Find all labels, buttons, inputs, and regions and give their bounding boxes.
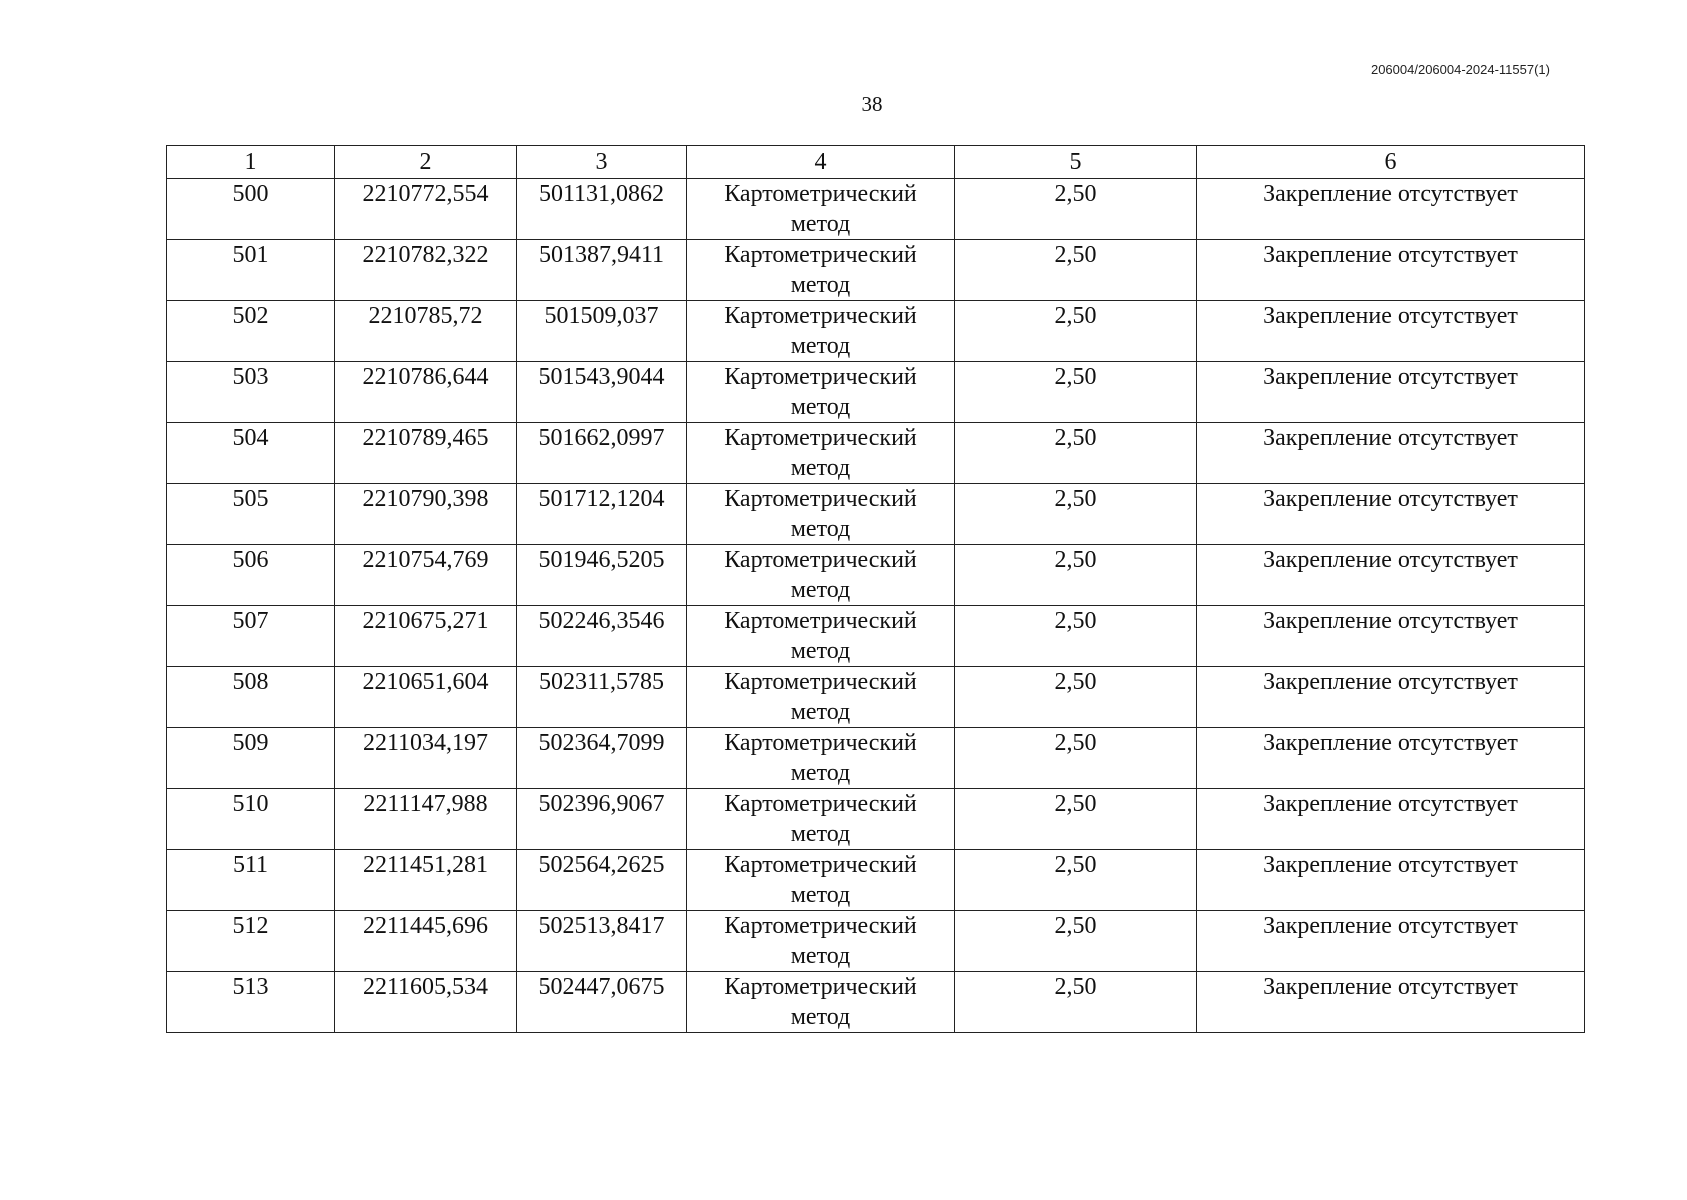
determination-method bbox=[687, 362, 955, 423]
fixing-description: Закрепление отсутствует bbox=[1197, 911, 1585, 972]
method-line-2: метод bbox=[790, 516, 851, 542]
method-line-1: Картометрический bbox=[724, 547, 917, 573]
method-line-2: метод bbox=[790, 577, 851, 603]
method-line-1: Картометрический bbox=[724, 669, 917, 695]
fixing-description: Закрепление отсутствует bbox=[1197, 667, 1585, 728]
method-line-2: метод bbox=[790, 882, 851, 908]
fixing-description: Закрепление отсутствует bbox=[1197, 972, 1585, 1033]
table-row bbox=[167, 484, 1585, 545]
point-number: 501 bbox=[167, 240, 335, 301]
method-line-1: Картометрический bbox=[724, 242, 917, 268]
accuracy-value: 2,50 bbox=[955, 362, 1197, 423]
determination-method bbox=[687, 972, 955, 1033]
fixing-description: Закрепление отсутствует bbox=[1197, 301, 1585, 362]
coordinate-x: 2210782,322 bbox=[335, 240, 517, 301]
table-header-row bbox=[167, 146, 1585, 179]
fixing-description: Закрепление отсутствует bbox=[1197, 850, 1585, 911]
page-number: 38 bbox=[861, 92, 883, 116]
determination-method bbox=[687, 423, 955, 484]
point-number: 503 bbox=[167, 362, 335, 423]
column-header: 2 bbox=[335, 146, 517, 179]
method-line-2: метод bbox=[790, 943, 851, 969]
determination-method bbox=[687, 789, 955, 850]
coordinate-y: 501946,5205 bbox=[517, 545, 687, 606]
coordinate-y: 501662,0997 bbox=[517, 423, 687, 484]
accuracy-value: 2,50 bbox=[955, 667, 1197, 728]
accuracy-value: 2,50 bbox=[955, 972, 1197, 1033]
method-line-2: метод bbox=[790, 394, 851, 420]
fixing-description: Закрепление отсутствует bbox=[1197, 606, 1585, 667]
point-number: 505 bbox=[167, 484, 335, 545]
point-number: 511 bbox=[167, 850, 335, 911]
point-number: 513 bbox=[167, 972, 335, 1033]
method-line-2: метод bbox=[790, 821, 851, 847]
accuracy-value: 2,50 bbox=[955, 606, 1197, 667]
coordinate-x: 2210754,769 bbox=[335, 545, 517, 606]
method-line-1: Картометрический bbox=[724, 486, 917, 512]
point-number: 506 bbox=[167, 545, 335, 606]
table-row bbox=[167, 728, 1585, 789]
point-number: 500 bbox=[167, 179, 335, 240]
coordinate-y: 501712,1204 bbox=[517, 484, 687, 545]
coordinate-x: 2211445,696 bbox=[335, 911, 517, 972]
coordinate-y: 502246,3546 bbox=[517, 606, 687, 667]
coordinate-y: 502364,7099 bbox=[517, 728, 687, 789]
point-number: 502 bbox=[167, 301, 335, 362]
coordinate-x: 2210651,604 bbox=[335, 667, 517, 728]
point-number: 508 bbox=[167, 667, 335, 728]
method-line-2: метод bbox=[790, 211, 851, 237]
coordinates-table bbox=[166, 145, 1585, 1033]
determination-method bbox=[687, 179, 955, 240]
coordinate-y: 502447,0675 bbox=[517, 972, 687, 1033]
table-row bbox=[167, 423, 1585, 484]
method-line-1: Картометрический bbox=[724, 425, 917, 451]
method-line-1: Картометрический bbox=[724, 181, 917, 207]
point-number: 504 bbox=[167, 423, 335, 484]
method-line-1: Картометрический bbox=[724, 852, 917, 878]
accuracy-value: 2,50 bbox=[955, 423, 1197, 484]
accuracy-value: 2,50 bbox=[955, 911, 1197, 972]
accuracy-value: 2,50 bbox=[955, 301, 1197, 362]
coordinate-x: 2210786,644 bbox=[335, 362, 517, 423]
point-number: 509 bbox=[167, 728, 335, 789]
coordinate-y: 502513,8417 bbox=[517, 911, 687, 972]
method-line-1: Картометрический bbox=[724, 913, 917, 939]
point-number: 512 bbox=[167, 911, 335, 972]
table-row bbox=[167, 850, 1585, 911]
column-header: 6 bbox=[1197, 146, 1585, 179]
column-header: 1 bbox=[167, 146, 335, 179]
fixing-description: Закрепление отсутствует bbox=[1197, 728, 1585, 789]
coordinate-y: 502396,9067 bbox=[517, 789, 687, 850]
method-line-1: Картометрический bbox=[724, 791, 917, 817]
coordinate-x: 2211605,534 bbox=[335, 972, 517, 1033]
table-row bbox=[167, 179, 1585, 240]
fixing-description: Закрепление отсутствует bbox=[1197, 789, 1585, 850]
fixing-description: Закрепление отсутствует bbox=[1197, 423, 1585, 484]
method-line-1: Картометрический bbox=[724, 974, 917, 1000]
determination-method bbox=[687, 240, 955, 301]
determination-method bbox=[687, 301, 955, 362]
method-line-1: Картометрический bbox=[724, 608, 917, 634]
determination-method bbox=[687, 484, 955, 545]
column-header: 3 bbox=[517, 146, 687, 179]
coordinate-x: 2210675,271 bbox=[335, 606, 517, 667]
fixing-description: Закрепление отсутствует bbox=[1197, 545, 1585, 606]
method-line-2: метод bbox=[790, 699, 851, 725]
determination-method bbox=[687, 606, 955, 667]
accuracy-value: 2,50 bbox=[955, 240, 1197, 301]
accuracy-value: 2,50 bbox=[955, 484, 1197, 545]
fixing-description: Закрепление отсутствует bbox=[1197, 240, 1585, 301]
coordinate-x: 2210785,72 bbox=[335, 301, 517, 362]
table-row bbox=[167, 240, 1585, 301]
coordinate-y: 501131,0862 bbox=[517, 179, 687, 240]
coordinate-x: 2210789,465 bbox=[335, 423, 517, 484]
method-line-1: Картометрический bbox=[724, 730, 917, 756]
determination-method bbox=[687, 911, 955, 972]
table-row bbox=[167, 301, 1585, 362]
method-line-2: метод bbox=[790, 455, 851, 481]
coordinate-y: 502311,5785 bbox=[517, 667, 687, 728]
coordinate-y: 501509,037 bbox=[517, 301, 687, 362]
coordinate-y: 501543,9044 bbox=[517, 362, 687, 423]
determination-method bbox=[687, 667, 955, 728]
determination-method bbox=[687, 728, 955, 789]
accuracy-value: 2,50 bbox=[955, 850, 1197, 911]
document-id: 206004/206004-2024-11557(1) bbox=[1370, 62, 1550, 77]
table-row bbox=[167, 667, 1585, 728]
table-row bbox=[167, 606, 1585, 667]
column-header: 4 bbox=[687, 146, 955, 179]
coordinate-y: 502564,2625 bbox=[517, 850, 687, 911]
accuracy-value: 2,50 bbox=[955, 728, 1197, 789]
coordinate-x: 2211451,281 bbox=[335, 850, 517, 911]
fixing-description: Закрепление отсутствует bbox=[1197, 362, 1585, 423]
accuracy-value: 2,50 bbox=[955, 545, 1197, 606]
method-line-2: метод bbox=[790, 333, 851, 359]
method-line-2: метод bbox=[790, 272, 851, 298]
accuracy-value: 2,50 bbox=[955, 789, 1197, 850]
fixing-description: Закрепление отсутствует bbox=[1197, 484, 1585, 545]
coordinate-y: 501387,9411 bbox=[517, 240, 687, 301]
determination-method bbox=[687, 850, 955, 911]
method-line-2: метод bbox=[790, 1004, 851, 1030]
method-line-1: Картометрический bbox=[724, 364, 917, 390]
determination-method bbox=[687, 545, 955, 606]
fixing-description: Закрепление отсутствует bbox=[1197, 179, 1585, 240]
point-number: 507 bbox=[167, 606, 335, 667]
coordinate-x: 2211147,988 bbox=[335, 789, 517, 850]
method-line-1: Картометрический bbox=[724, 303, 917, 329]
method-line-2: метод bbox=[790, 760, 851, 786]
table-row bbox=[167, 972, 1585, 1033]
accuracy-value: 2,50 bbox=[955, 179, 1197, 240]
table-row bbox=[167, 362, 1585, 423]
table-row bbox=[167, 911, 1585, 972]
table-row bbox=[167, 789, 1585, 850]
column-header: 5 bbox=[955, 146, 1197, 179]
table-row bbox=[167, 545, 1585, 606]
coordinate-x: 2210790,398 bbox=[335, 484, 517, 545]
method-line-2: метод bbox=[790, 638, 851, 664]
point-number: 510 bbox=[167, 789, 335, 850]
coordinate-x: 2210772,554 bbox=[335, 179, 517, 240]
coordinate-x: 2211034,197 bbox=[335, 728, 517, 789]
